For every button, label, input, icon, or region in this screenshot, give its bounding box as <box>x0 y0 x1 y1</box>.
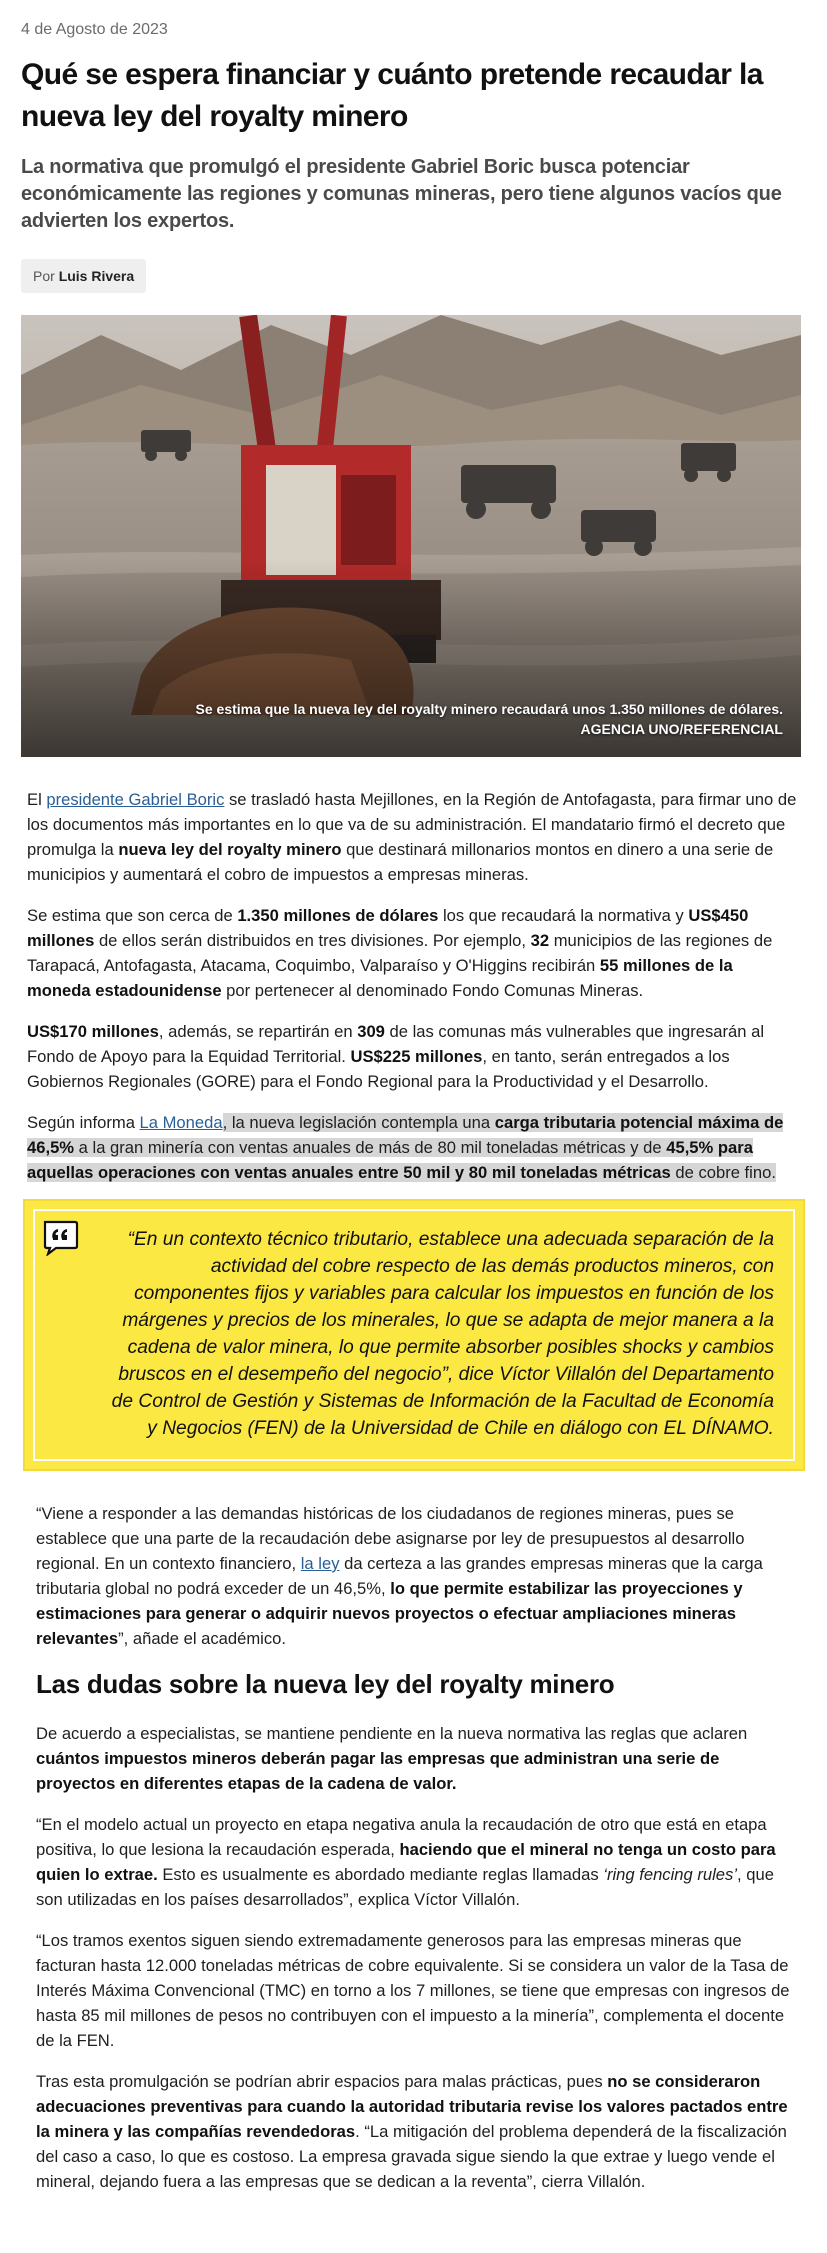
highlighted-text: de cobre fino. <box>670 1163 776 1182</box>
highlighted-text: , la nueva legislación contempla una <box>222 1113 495 1132</box>
paragraph-4 <box>27 1110 800 1185</box>
pull-quote-text: “En un contexto técnico tributario, establece una adecuada separación de la actividad del cobre respecto de las demás productos mineros, con componentes fijos y variables para calcular los impuestos en función de los márgenes y precios de los minerales, lo que se adapta de mejor manera a la cadena de valor minera, lo que permite absorber posibles shocks y cambios bruscos en el desempeño del negocio”, dice Víctor Villalón del Departamento de Control de Gestión y Sistemas de Información de la Facultad de Economía y Negocios (FEN) de la Universidad de Chile en diálogo con EL DÍNAMO. <box>111 1229 774 1439</box>
bold-text: 309 <box>357 1022 385 1041</box>
text: Se estima que son cerca de <box>27 906 238 925</box>
text: se trasladó hasta Mejillones, en la Región de Antofagasta, para firmar uno de los documentos más importantes en lo que va de su administración. El mandatario firmó el decreto que promulga la <box>27 790 797 859</box>
text: da certeza a las grandes empresas mineras que la carga tributaria global no podrá exceder de un 46,5%, <box>36 1554 763 1598</box>
byline-prefix: Por <box>33 268 55 284</box>
text: de las comunas más vulnerables que ingresarán al Fondo de Apoyo para la Equidad Territorial. <box>27 1022 765 1066</box>
text: De acuerdo a especialistas, se mantiene pendiente en la nueva normativa las reglas que aclaren <box>36 1724 748 1743</box>
bold-text: no se consideraron adecuaciones preventivas para cuando la autoridad tributaria revise los valores pactados entre la minera y las compañías revendedoras <box>36 2072 788 2141</box>
bold-text: haciendo que el mineral no tenga un costo para quien lo extrae. <box>36 1840 776 1884</box>
text: Según informa <box>27 1113 140 1132</box>
paragraph-3 <box>27 1019 800 1094</box>
text: , en tanto, serán entregados a los Gobiernos Regionales (GORE) para el Fondo Regional para la Productividad y el Desarrollo. <box>27 1047 730 1091</box>
section-heading: Las dudas sobre la nueva ley del royalty minero <box>36 1669 615 1699</box>
bold-text: nueva ley del royalty minero <box>118 840 342 859</box>
article-date: 4 de Agosto de 2023 <box>21 21 168 38</box>
bold-text: US$225 millones <box>350 1047 483 1066</box>
bold-text: cuántos impuestos mineros deberán pagar las empresas que administran una serie de proyectos en diferentes etapas de la cadena de valor. <box>36 1749 720 1793</box>
mine-photo-illustration <box>21 315 801 757</box>
hero-caption: Se estima que la nueva ley del royalty minero recaudará unos 1.350 millones de dólares. AGENCIA UNO/REFERENCIAL <box>195 701 783 737</box>
text: por pertenecer al denominado Fondo Comunas Mineras. <box>221 981 644 1000</box>
bold-highlighted-text: carga tributaria potencial máxima de 46,5% <box>27 1113 784 1157</box>
article-body <box>21 787 806 1469</box>
text: municipios de las regiones de Tarapacá, Antofagasta, Atacama, Coquimbo, Valparaíso y O'Higgins recibirán <box>27 931 773 975</box>
link-presidente-gabriel-boric[interactable]: presidente Gabriel Boric <box>46 790 225 809</box>
text: , además, se repartirán en <box>158 1022 358 1041</box>
text: ”, añade el académico. <box>118 1629 286 1648</box>
quote-icon <box>42 1218 80 1256</box>
paragraph-9 <box>36 2069 794 2194</box>
text: “En el modelo actual un proyecto en etapa negativa anula la recaudación de otro que está en etapa positiva, lo que lesiona la recaudación esperada, <box>36 1815 767 1859</box>
article-lead: La normativa que promulgó el presidente Gabriel Boric busca potenciar económicamente las regiones y comunas mineras, pero tiene algunos vacíos que advierten los expertos. <box>21 156 782 232</box>
byline <box>21 259 146 293</box>
paragraph-2 <box>27 903 800 1003</box>
paragraph-1 <box>27 787 800 887</box>
link-la-ley[interactable]: la ley <box>300 1554 340 1573</box>
text: Esto es usualmente es abordado mediante reglas llamadas <box>157 1865 604 1884</box>
text: de ellos serán distribuidos en tres divisiones. Por ejemplo, <box>94 931 531 950</box>
link-la-moneda[interactable]: La Moneda <box>139 1113 223 1132</box>
article-title: Qué se espera financiar y cuánto pretende recaudar la nueva ley del royalty minero <box>21 58 763 133</box>
author-name[interactable]: Luis Rivera <box>58 268 135 284</box>
paragraph-6 <box>36 1721 794 1796</box>
bold-text: 1.350 millones de dólares <box>237 906 439 925</box>
bold-text: US$450 millones <box>27 906 749 950</box>
text: Tras esta promulgación se podrían abrir espacios para malas prácticas, pues <box>36 2072 608 2091</box>
bold-text: US$170 millones <box>27 1022 159 1041</box>
bold-text: 55 millones de la moneda estadounidense <box>27 956 733 1000</box>
article-body-continued <box>21 1501 806 2194</box>
paragraph-5 <box>36 1501 794 1651</box>
text: El <box>27 790 47 809</box>
text: “Viene a responder a las demandas históricas de los ciudadanos de regiones mineras, pues se establece que una parte de la recaudación debe asignarse por ley de presupuestos al desarrollo regional. En un contexto financiero, <box>36 1504 745 1573</box>
pull-quote <box>25 1201 803 1469</box>
bold-text: lo que permite estabilizar las proyecciones y estimaciones para generar o adquirir nuevos proyectos o efectuar ampliaciones mineras relevantes <box>36 1579 743 1648</box>
text: los que recaudará la normativa y <box>438 906 689 925</box>
text: . “La mitigación del problema dependerá de la fiscalización del caso a caso, lo que es costoso. La empresa gravada sigue siendo la que extrae y luego vende el mineral, dejando fuera a las empresas que se dedican a la reventa”, cierra Villalón. <box>36 2122 787 2191</box>
paragraph-8 <box>36 1928 794 2053</box>
highlighted-text: a la gran minería con ventas anuales de más de 80 mil toneladas métricas y de <box>74 1138 667 1157</box>
text: que destinará millonarios montos en dinero a una serie de municipios y aumentará el cobro de impuestos a empresas mineras. <box>27 840 774 884</box>
paragraph-7 <box>36 1812 794 1912</box>
bold-highlighted-text: 45,5% para aquellas operaciones con ventas anuales entre 50 mil y 80 mil toneladas métricas <box>27 1138 753 1182</box>
hero-image <box>21 315 801 757</box>
italic-text: ‘ring fencing rules’ <box>603 1865 738 1884</box>
text: , que son utilizadas en los países desarrollados”, explica Víctor Villalón. <box>36 1865 774 1909</box>
bold-text: 32 <box>530 931 550 950</box>
text: “Los tramos exentos siguen siendo extremadamente generosos para las empresas mineras que facturan hasta 12.000 toneladas métricas de cobre equivalente. Si se considera un valor de la Tasa de Interés Máxima Convencional (TMC) en torno a los 7 millones, se tiene que empresas con ingresos de hasta 85 mil millones de pesos no contribuyen con el impuesto a la minería”, complementa el docente de la FEN. <box>36 1931 790 2050</box>
